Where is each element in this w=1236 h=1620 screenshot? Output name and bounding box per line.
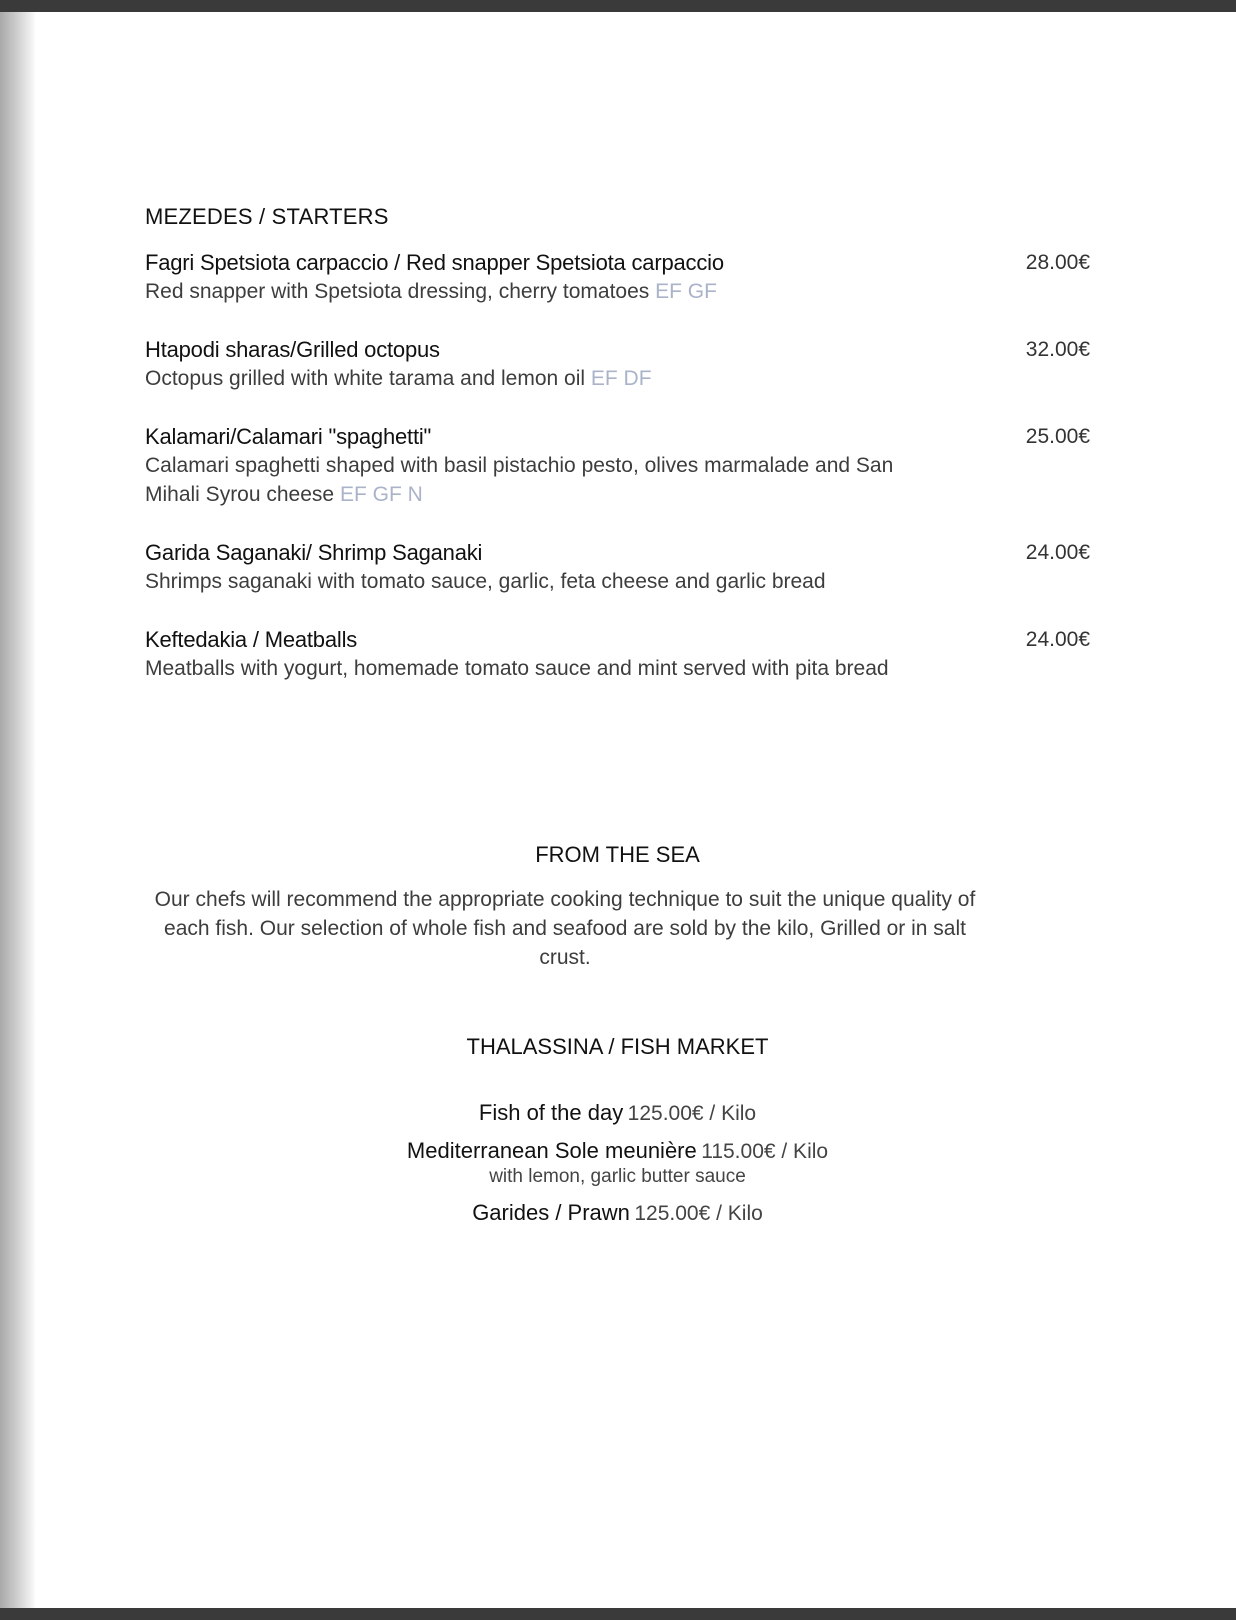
market-item-price: 125.00€ / Kilo <box>627 1102 757 1125</box>
item-description <box>145 277 905 306</box>
page-content <box>0 12 1236 1608</box>
item-description-text: Meatballs with yogurt, homemade tomato sauce and mint served with pita bread <box>145 657 889 680</box>
item-description-text: Octopus grilled with white tarama and lemon oil <box>145 367 586 390</box>
sea-heading: FROM THE SEA <box>535 842 700 867</box>
fish-market-heading: THALASSINA / FISH MARKET <box>466 1034 769 1059</box>
item-name: Garida Saganaki/ Shrimp Saganaki <box>145 540 483 565</box>
item-description <box>145 654 905 683</box>
item-name: Keftedakia / Meatballs <box>145 627 358 652</box>
market-item-price: 115.00€ / Kilo <box>701 1140 829 1163</box>
menu-item-grilled-octopus <box>145 335 1090 393</box>
item-description-text: Calamari spaghetti shaped with basil pistachio pesto, olives marmalade and San Mihali Syrou cheese <box>145 454 894 506</box>
item-dietary-tags: EF DF <box>590 367 652 390</box>
market-item-fish-of-day <box>140 1100 1095 1126</box>
menu-item-calamari <box>145 422 1090 509</box>
fish-market-list <box>140 1100 1095 1238</box>
item-description <box>145 567 905 596</box>
market-item-note: with lemon, garlic butter sauce <box>489 1166 746 1187</box>
item-dietary-tags: EF GF N <box>339 483 423 506</box>
market-item-prawn <box>140 1200 1095 1226</box>
menu-page <box>0 12 1236 1608</box>
item-dietary-tags: EF GF <box>655 280 717 303</box>
starters-heading: MEZEDES / STARTERS <box>145 204 389 229</box>
market-item-sole <box>140 1138 1095 1188</box>
starters-list <box>145 248 1090 712</box>
item-name: Htapodi sharas/Grilled octopus <box>145 337 440 362</box>
market-item-price: 125.00€ / Kilo <box>634 1202 763 1225</box>
market-item-name: Garides / Prawn <box>472 1200 630 1225</box>
item-description <box>145 364 905 393</box>
menu-item-meatballs <box>145 625 1090 683</box>
market-item-name: Mediterranean Sole meunière <box>406 1138 697 1163</box>
menu-item-shrimp-saganaki <box>145 538 1090 596</box>
item-description-text: Red snapper with Spetsiota dressing, cherry tomatoes <box>145 280 650 303</box>
item-name: Fagri Spetsiota carpaccio / Red snapper Spetsiota carpaccio <box>145 250 724 275</box>
market-item-name: Fish of the day <box>478 1100 624 1125</box>
sea-intro: Our chefs will recommend the appropriate cooking technique to suit the unique quality of each fish. Our selection of whole fish and seafood are sold by the kilo, Grilled or in salt crust. <box>154 888 976 969</box>
item-price: 25.00€ <box>1025 425 1090 448</box>
item-price: 24.00€ <box>1025 628 1090 651</box>
item-description-text: Shrimps saganaki with tomato sauce, garlic, feta cheese and garlic bread <box>145 570 826 593</box>
item-price: 24.00€ <box>1025 541 1090 564</box>
item-price: 28.00€ <box>1025 251 1090 274</box>
menu-item-red-snapper <box>145 248 1090 306</box>
item-name: Kalamari/Calamari "spaghetti" <box>145 424 432 449</box>
item-price: 32.00€ <box>1025 338 1090 361</box>
item-description <box>145 451 905 509</box>
